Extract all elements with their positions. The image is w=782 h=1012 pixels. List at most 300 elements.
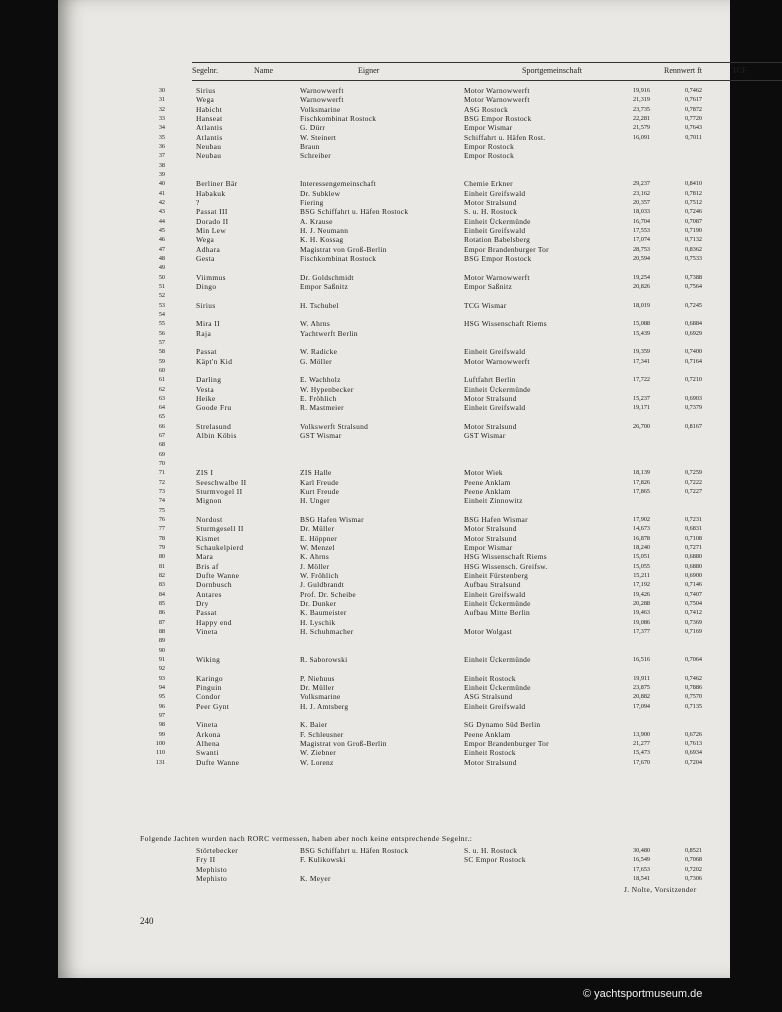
table-row xyxy=(134,543,724,552)
yacht-name-cell: Mephisto xyxy=(196,864,228,874)
rating-cell: 13,900 xyxy=(632,730,650,738)
sail-number-cell: 83 xyxy=(158,581,165,589)
sail-number-cell: 73 xyxy=(158,488,165,496)
sail-number-cell: 85 xyxy=(158,600,165,608)
table-row xyxy=(134,580,724,589)
owner-cell: G. Möller xyxy=(300,356,332,366)
yacht-name-cell: Karingo xyxy=(196,673,224,683)
tcf-cell: 0,6831 xyxy=(684,525,702,533)
table-row xyxy=(134,720,724,729)
sail-number-cell: 96 xyxy=(158,702,165,710)
yacht-name-cell: Min Lew xyxy=(196,225,227,235)
owner-cell: E. Fröhlich xyxy=(300,393,337,403)
club-cell: BSG Empor Rostock xyxy=(464,113,532,123)
sail-number-cell: 92 xyxy=(158,665,165,673)
sail-number-cell: 70 xyxy=(158,460,165,468)
owner-cell: GST Wismar xyxy=(300,431,342,441)
club-cell: ASG Stralsund xyxy=(464,692,513,702)
header-top-rule xyxy=(192,62,782,63)
club-cell: Peene Anklam xyxy=(464,729,511,739)
owner-cell: W. Menzel xyxy=(300,543,335,553)
owner-cell: Dr. Müller xyxy=(300,683,335,692)
owner-cell: H. J. Amtsberg xyxy=(300,701,349,711)
club-cell: Motor Warnowwerft xyxy=(464,95,530,105)
sail-number-cell: 89 xyxy=(158,637,165,645)
table-row xyxy=(134,664,724,673)
table-row xyxy=(134,95,724,104)
yacht-name-cell: Heike xyxy=(196,393,216,403)
table-row xyxy=(134,431,724,440)
owner-cell: Magistrat von Groß-Berlin xyxy=(300,738,387,748)
page-number: 240 xyxy=(140,916,154,926)
tcf-cell: 0,7643 xyxy=(684,124,702,132)
club-cell: TCG Wismar xyxy=(464,300,507,310)
rating-cell: 21,277 xyxy=(632,739,650,747)
table-row xyxy=(134,235,724,244)
tcf-cell: 0,6880 xyxy=(684,562,702,570)
rating-cell: 17,902 xyxy=(632,516,650,524)
rating-cell: 19,254 xyxy=(632,273,650,281)
sail-number-cell: 30 xyxy=(158,87,165,94)
table-row xyxy=(134,310,724,319)
rating-cell: 14,673 xyxy=(632,525,650,533)
sail-number-cell: 40 xyxy=(158,180,165,188)
table-row xyxy=(134,534,724,543)
owner-cell: Dr. Goldschmidt xyxy=(300,272,354,282)
table-row xyxy=(134,375,724,384)
sail-number-cell: 86 xyxy=(158,609,165,617)
rating-cell: 17,826 xyxy=(632,478,650,486)
owner-cell: Braun xyxy=(300,141,320,151)
club-cell: Motor Warnowwerft xyxy=(464,272,530,282)
table-row xyxy=(134,646,724,655)
tcf-cell: 0,7169 xyxy=(684,628,702,636)
club-cell: Einheit Greifswald xyxy=(464,403,526,413)
sail-number-cell: 55 xyxy=(158,320,165,328)
table-row xyxy=(134,198,724,207)
club-cell: Empor Brandenburger Tor xyxy=(464,738,549,748)
tcf-cell: 0,7068 xyxy=(684,856,702,864)
yacht-name-cell: Atlantis xyxy=(196,132,223,142)
signature: J. Nolte, Vorsitzender xyxy=(624,885,697,894)
owner-cell: E. Wachholz xyxy=(300,375,341,385)
owner-cell: W. Fröhlich xyxy=(300,571,339,581)
owner-cell: G. Dürr xyxy=(300,123,326,133)
table-row xyxy=(134,357,724,366)
tcf-cell: 0,7011 xyxy=(685,133,702,141)
tcf-cell: 0,6726 xyxy=(684,730,702,738)
sail-number-cell: 44 xyxy=(158,217,165,225)
table-row xyxy=(134,683,724,692)
owner-cell: Volksmarine xyxy=(300,692,341,702)
owner-cell: Kurt Freude xyxy=(300,487,340,497)
tcf-cell: 0,7231 xyxy=(684,516,702,524)
table-row xyxy=(134,440,724,449)
club-cell: Aufbau Stralsund xyxy=(464,580,521,590)
sail-number-cell: 42 xyxy=(158,198,165,206)
tcf-cell: 0,6900 xyxy=(684,572,702,580)
club-cell: Einheit Ückermünde xyxy=(464,216,531,226)
tcf-cell: 0,7210 xyxy=(684,376,702,384)
rating-cell: 18,139 xyxy=(632,469,650,477)
yacht-name-cell: Sirius xyxy=(196,300,216,310)
club-cell: Einheit Greifswald xyxy=(464,589,526,599)
table-row xyxy=(134,506,724,515)
owner-cell: ZIS Halle xyxy=(300,468,332,478)
column-header-owner: Eigner xyxy=(358,66,380,75)
owner-cell: K. Baier xyxy=(300,720,328,730)
sail-number-cell: 87 xyxy=(158,618,165,626)
sail-number-cell: 39 xyxy=(158,170,165,178)
owner-cell: H. Tschubel xyxy=(300,300,339,310)
tcf-cell: 0,6903 xyxy=(684,394,702,402)
tcf-cell: 0,8410 xyxy=(684,180,702,188)
owner-cell: BSG Schiffahrt u. Häfen Rostock xyxy=(300,207,409,217)
table-row xyxy=(134,254,724,263)
club-cell: Einheit Ückermünde xyxy=(464,384,531,394)
yacht-name-cell: Condor xyxy=(196,692,221,702)
tcf-cell: 0,7570 xyxy=(684,693,702,701)
column-header-rating: Rennwert ft xyxy=(664,66,702,75)
sail-number-cell: 49 xyxy=(158,264,165,272)
table-row xyxy=(134,674,724,683)
tcf-cell: 0,7227 xyxy=(684,488,702,496)
sail-number-cell: 81 xyxy=(158,562,165,570)
sail-number-cell: 66 xyxy=(158,422,165,430)
club-cell: Motor Stralsund xyxy=(464,757,517,767)
sail-number-cell: 63 xyxy=(158,394,165,402)
yacht-name-cell: Dufte Wanne xyxy=(196,571,240,581)
yacht-name-cell: Darling xyxy=(196,375,222,385)
sail-number-cell: 45 xyxy=(158,226,165,234)
table-row xyxy=(134,571,724,580)
table-row xyxy=(134,282,724,291)
rating-cell: 17,553 xyxy=(632,226,650,234)
rating-cell: 17,722 xyxy=(632,376,650,384)
tcf-cell: 0,7132 xyxy=(684,236,702,244)
yacht-name-cell: Mignon xyxy=(196,496,222,506)
column-header-name: Name xyxy=(254,66,274,75)
table-row xyxy=(134,692,724,701)
club-cell: Chemie Erkner xyxy=(464,179,513,189)
sail-number-cell: 98 xyxy=(158,721,165,729)
table-row xyxy=(134,86,724,95)
yacht-name-cell: Berliner Bär xyxy=(196,179,238,189)
table-row xyxy=(134,636,724,645)
table-row xyxy=(134,105,724,114)
rating-cell: 19,086 xyxy=(632,618,650,626)
owner-cell: F. Schleusner xyxy=(300,729,344,739)
owner-cell: Interessengemeinschaft xyxy=(300,179,376,189)
tcf-cell: 0,7222 xyxy=(684,478,702,486)
club-cell: Motor Wiek xyxy=(464,468,503,478)
tcf-cell: 0,7720 xyxy=(684,114,702,122)
sail-number-cell: 69 xyxy=(158,450,165,458)
table-row xyxy=(134,319,724,328)
club-cell: Schiffahrt u. Häfen Rost. xyxy=(464,132,546,142)
tcf-cell: 0,6880 xyxy=(684,553,702,561)
club-cell: Motor Warnowwerft xyxy=(464,356,530,366)
table-row xyxy=(134,226,724,235)
rorc-yacht-table xyxy=(134,846,724,883)
yacht-name-cell: Störtebecker xyxy=(196,846,239,855)
owner-cell: Volksmarine xyxy=(300,104,341,114)
tcf-cell: 0,7108 xyxy=(684,534,702,542)
rating-cell: 15,439 xyxy=(632,329,650,337)
sail-number-cell: 80 xyxy=(158,553,165,561)
yacht-name-cell: Vesta xyxy=(196,384,215,394)
yacht-name-cell: Passat III xyxy=(196,207,228,217)
owner-cell: J. Guldbrandt xyxy=(300,580,345,590)
tcf-cell: 0,8362 xyxy=(684,245,702,253)
owner-cell: Schreiber xyxy=(300,151,332,161)
rating-cell: 20,357 xyxy=(632,198,650,206)
yacht-name-cell: Dry xyxy=(196,599,209,609)
club-cell: Einheit Ückermünde xyxy=(464,599,531,609)
club-cell: Motor Stralsund xyxy=(464,524,517,534)
rating-cell: 21,579 xyxy=(632,124,650,132)
owner-cell: K. Ahrns xyxy=(300,552,330,562)
club-cell: Aufbau Mitte Berlin xyxy=(464,608,531,618)
table-row xyxy=(134,524,724,533)
table-row xyxy=(134,123,724,132)
owner-cell: W. Ziebner xyxy=(300,748,336,758)
sail-number-cell: 47 xyxy=(158,245,165,253)
yacht-name-cell: Pinguin xyxy=(196,683,222,692)
rating-cell: 18,541 xyxy=(632,874,650,882)
tcf-cell: 0,7564 xyxy=(684,282,702,290)
table-row xyxy=(134,478,724,487)
rating-cell: 15,211 xyxy=(633,572,650,580)
table-row xyxy=(134,608,724,617)
table-row xyxy=(134,161,724,170)
rating-cell: 23,162 xyxy=(632,189,650,197)
rating-cell: 20,288 xyxy=(632,600,650,608)
club-cell: Rotation Babelsberg xyxy=(464,235,531,245)
sail-number-cell: 71 xyxy=(158,469,165,477)
rating-cell: 16,516 xyxy=(632,656,650,664)
table-row xyxy=(134,711,724,720)
yacht-name-cell: Schaukelpierd xyxy=(196,543,244,553)
rating-cell: 15,051 xyxy=(632,553,650,561)
sail-number-cell: 78 xyxy=(158,534,165,542)
tcf-cell: 0,7412 xyxy=(684,609,702,617)
tcf-cell: 0,7087 xyxy=(684,217,702,225)
table-row xyxy=(134,874,724,883)
tcf-cell: 0,7135 xyxy=(684,702,702,710)
yacht-name-cell: Neubau xyxy=(196,141,222,151)
table-row xyxy=(134,748,724,757)
yacht-name-cell: Viimmus xyxy=(196,272,226,282)
rating-cell: 17,094 xyxy=(632,702,650,710)
sail-number-cell: 65 xyxy=(158,413,165,421)
yacht-name-cell: Passat xyxy=(196,347,217,357)
sail-number-cell: 82 xyxy=(158,572,165,580)
rating-cell: 26,700 xyxy=(632,422,650,430)
sail-number-cell: 36 xyxy=(158,142,165,150)
table-row xyxy=(134,329,724,338)
rating-cell: 15,055 xyxy=(632,562,650,570)
sail-number-cell: 95 xyxy=(158,693,165,701)
table-row xyxy=(134,179,724,188)
club-cell: Motor Stralsund xyxy=(464,197,517,207)
yacht-name-cell: Dufte Wanne xyxy=(196,757,240,767)
sail-number-cell: 37 xyxy=(158,152,165,160)
owner-cell: K. H. Kossag xyxy=(300,235,344,245)
owner-cell: F. Kulikowski xyxy=(300,855,346,865)
sail-number-cell: 35 xyxy=(158,133,165,141)
table-row xyxy=(134,291,724,300)
yacht-name-cell: Seeschwalbe II xyxy=(196,477,247,487)
club-cell: Empor Wismar xyxy=(464,123,513,133)
owner-cell: R. Saborowski xyxy=(300,655,348,665)
club-cell: HSG Wissenschaft Riems xyxy=(464,552,547,562)
rating-cell: 19,463 xyxy=(632,609,650,617)
table-row xyxy=(134,347,724,356)
club-cell: SC Empor Rostock xyxy=(464,855,526,865)
sail-number-cell: 68 xyxy=(158,441,165,449)
yacht-name-cell: Käpt'n Kid xyxy=(196,356,233,366)
sail-number-cell: 53 xyxy=(158,301,165,309)
sail-number-cell: 131 xyxy=(155,758,165,766)
owner-cell: Volkswerft Stralsund xyxy=(300,421,369,431)
club-cell: Einheit Fürstenberg xyxy=(464,571,529,581)
table-row xyxy=(134,855,724,864)
owner-cell: J. Möller xyxy=(300,561,330,571)
tcf-cell: 0,6884 xyxy=(684,320,702,328)
sail-number-cell: 88 xyxy=(158,628,165,636)
owner-cell: W. Lorenz xyxy=(300,757,334,767)
yacht-name-cell: Dingo xyxy=(196,281,217,291)
yacht-name-cell: Strelasund xyxy=(196,421,232,431)
sail-number-cell: 94 xyxy=(158,684,165,691)
yacht-name-cell: Wega xyxy=(196,235,215,245)
rating-cell: 16,549 xyxy=(632,856,650,864)
table-row xyxy=(134,758,724,767)
club-cell: Einheit Greifswald xyxy=(464,188,526,198)
yacht-name-cell: Dorado II xyxy=(196,216,229,226)
rating-cell: 18,240 xyxy=(632,544,650,552)
tcf-cell: 0,7462 xyxy=(684,674,702,682)
watermark: © yachtsportmuseum.de xyxy=(583,988,703,1000)
sail-number-cell: 67 xyxy=(158,432,165,440)
sail-number-cell: 100 xyxy=(155,739,165,747)
yacht-name-cell: Dornbusch xyxy=(196,580,233,590)
table-row xyxy=(134,590,724,599)
column-header-club: Sportgemeinschaft xyxy=(522,66,582,75)
tcf-cell: 0,6929 xyxy=(684,329,702,337)
tcf-cell: 0,8521 xyxy=(684,847,702,854)
table-row xyxy=(134,151,724,160)
yacht-name-cell: Gesta xyxy=(196,253,215,263)
tcf-cell: 0,7617 xyxy=(684,96,702,104)
column-header-number: Segelnr. xyxy=(192,66,218,75)
tcf-cell: 0,7246 xyxy=(684,208,702,216)
club-cell: Motor Stralsund xyxy=(464,421,517,431)
sail-number-cell: 77 xyxy=(158,525,165,533)
club-cell: Einheit Zinnowitz xyxy=(464,496,523,506)
yacht-name-cell: Sirius xyxy=(196,86,216,95)
owner-cell: R. Mastmeier xyxy=(300,403,344,413)
table-row xyxy=(134,450,724,459)
yacht-name-cell: Swanti xyxy=(196,748,219,758)
club-cell: SG Dynamo Süd Berlin xyxy=(464,720,541,730)
sail-number-cell: 52 xyxy=(158,292,165,300)
sail-number-cell: 57 xyxy=(158,338,165,346)
rating-cell: 19,171 xyxy=(632,404,650,412)
yacht-table xyxy=(134,86,724,767)
owner-cell: H. Unger xyxy=(300,496,330,506)
tcf-cell: 0,7379 xyxy=(684,404,702,412)
owner-cell: A. Krause xyxy=(300,216,333,226)
sail-number-cell: 74 xyxy=(158,497,165,505)
yacht-name-cell: Sturmvogel II xyxy=(196,487,243,497)
tcf-cell: 0,7512 xyxy=(684,198,702,206)
yacht-name-cell: Adhara xyxy=(196,244,221,254)
tcf-cell: 0,7400 xyxy=(684,348,702,356)
sail-number-cell: 75 xyxy=(158,506,165,514)
table-row xyxy=(134,207,724,216)
tcf-cell: 0,7259 xyxy=(684,469,702,477)
yacht-name-cell: Sturmgesell II xyxy=(196,524,244,534)
yacht-name-cell: Passat xyxy=(196,608,217,618)
yacht-name-cell: Bris af xyxy=(196,561,219,571)
rating-cell: 20,882 xyxy=(632,693,650,701)
club-cell: HSG Wissenschaft Riems xyxy=(464,319,547,329)
rating-cell: 16,091 xyxy=(632,133,650,141)
tcf-cell: 0,7146 xyxy=(684,581,702,589)
rating-cell: 17,192 xyxy=(632,581,650,589)
table-row xyxy=(134,385,724,394)
table-row xyxy=(134,655,724,664)
yacht-name-cell: Atlantis xyxy=(196,123,223,133)
table-row xyxy=(134,459,724,468)
yacht-name-cell: Hanseat xyxy=(196,113,223,123)
tcf-cell: 0,7407 xyxy=(684,590,702,598)
tcf-cell: 0,7202 xyxy=(684,865,702,873)
tcf-cell: 0,7245 xyxy=(684,301,702,309)
tcf-cell: 0,7204 xyxy=(684,758,702,766)
club-cell: Empor Wismar xyxy=(464,543,513,553)
club-cell: Einheit Greifswald xyxy=(464,225,526,235)
table-row xyxy=(134,739,724,748)
club-cell: HSG Wissensch. Greifsw. xyxy=(464,561,548,571)
yacht-name-cell: Neubau xyxy=(196,151,222,161)
table-row xyxy=(134,338,724,347)
owner-cell: K. Meyer xyxy=(300,873,331,883)
yacht-name-cell: Albin Köbis xyxy=(196,431,237,441)
tcf-cell: 0,7369 xyxy=(684,618,702,626)
owner-cell: Warnowwerft xyxy=(300,86,344,95)
sail-number-cell: 50 xyxy=(158,273,165,281)
sail-number-cell: 43 xyxy=(158,208,165,216)
rating-cell: 18,019 xyxy=(632,301,650,309)
rorc-note: Folgende Jachten wurden nach RORC vermessen, haben aber noch keine entsprechende Segelnr.: xyxy=(140,834,473,843)
club-cell: S. u. H. Rostock xyxy=(464,207,518,217)
table-row xyxy=(134,217,724,226)
owner-cell: Fischkombinat Rostock xyxy=(300,253,377,263)
rating-cell: 17,074 xyxy=(632,236,650,244)
table-row xyxy=(134,245,724,254)
rating-cell: 16,704 xyxy=(632,217,650,225)
club-cell: Einheit Rostock xyxy=(464,748,516,758)
sail-number-cell: 33 xyxy=(158,114,165,122)
yacht-name-cell: Antares xyxy=(196,589,222,599)
yacht-name-cell: Peer Gynt xyxy=(196,701,230,711)
owner-cell: W. Hypenbecker xyxy=(300,384,354,394)
sail-number-cell: 38 xyxy=(158,161,165,169)
club-cell: Motor Stralsund xyxy=(464,533,517,543)
